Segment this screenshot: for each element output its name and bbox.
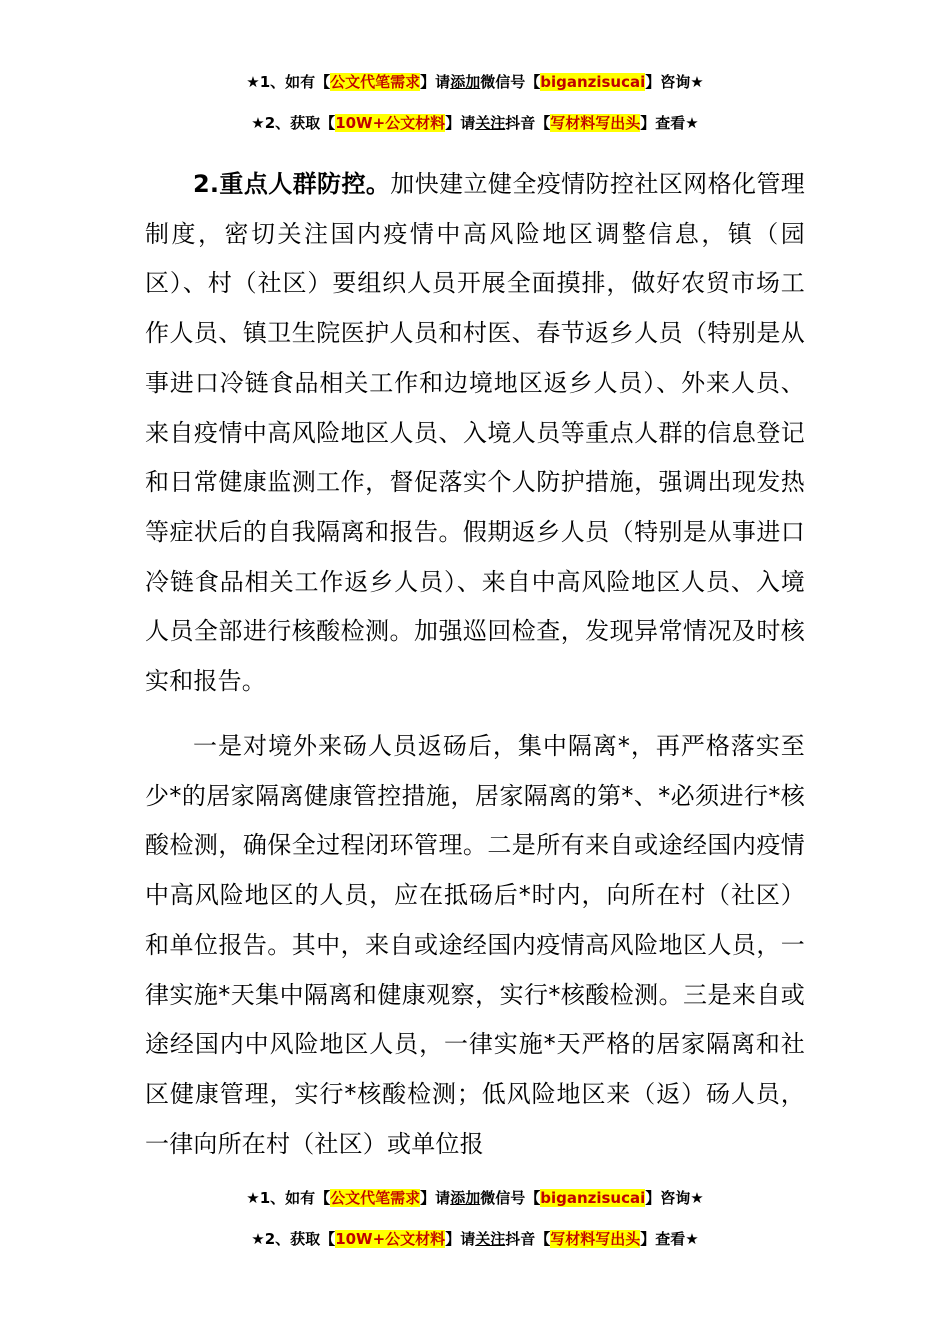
footer-notice-line-2 <box>0 1227 950 1251</box>
notice-text: 】请 <box>420 1189 451 1207</box>
notice-text: ★1、如有【 <box>246 1189 331 1207</box>
notice-text: 微信号【 <box>480 1189 541 1207</box>
notice-text: 】咨询★ <box>645 1189 704 1207</box>
underlined-word: 添加 <box>450 1189 481 1207</box>
footer-notice-line-1 <box>0 1186 950 1210</box>
highlight-douyin-account: 写材料写出头 <box>550 114 641 132</box>
notice-text: 】咨询★ <box>645 73 704 91</box>
paragraph-key-groups <box>145 160 805 707</box>
paragraph-heading: 2.重点人群防控。 <box>193 170 391 198</box>
highlight-materials: 10W+公文材料 <box>335 1230 446 1248</box>
paragraph-text: 加快建立健全疫情防控社区网格化管理制度，密切关注国内疫情中高风险地区调整信息，镇（园区）、村（社区）要组织人员开展全面摸排，做好农贸市场工作人员、镇卫生院医护人员和村医、春节返乡人员（特别是从事进口冷链食品相关工作和边境地区返乡人员）、外来人员、来自疫情中高风险地区人员、入境人员等重点人群的信息登记和日常健康监测工作，督促落实个人防护措施，强调出现发热等症状后的自我隔离和报告。假期返乡人员（特别是从事进口冷链食品相关工作返乡人员）、来自中高风险地区人员、入境人员全部进行核酸检测。加强巡回检查，发现异常情况及时核实和报告。 <box>145 170 805 696</box>
highlight-wechat-id: biganzisucai <box>540 1189 646 1207</box>
notice-text: ★2、获取【 <box>251 1230 336 1248</box>
underlined-word: 添加 <box>450 73 481 91</box>
notice-text: 】请 <box>445 1230 476 1248</box>
highlight-service: 公文代笔需求 <box>330 73 421 91</box>
notice-text: 】查看★ <box>640 114 699 132</box>
highlight-douyin-account: 写材料写出头 <box>550 1230 641 1248</box>
notice-text: 】请 <box>445 114 476 132</box>
notice-text: 】查看★ <box>640 1230 699 1248</box>
notice-text: 抖音【 <box>505 1230 551 1248</box>
notice-text: 微信号【 <box>480 73 541 91</box>
highlight-service: 公文代笔需求 <box>330 1189 421 1207</box>
highlight-materials: 10W+公文材料 <box>335 114 446 132</box>
header-notice-line-2 <box>0 111 950 135</box>
paragraph-measures <box>145 722 805 1169</box>
highlight-wechat-id: biganzisucai <box>540 73 646 91</box>
underlined-word: 关注 <box>475 1230 506 1248</box>
header-notice-line-1 <box>0 70 950 94</box>
notice-text: 抖音【 <box>505 114 551 132</box>
notice-text: ★2、获取【 <box>251 114 336 132</box>
notice-text: ★1、如有【 <box>246 73 331 91</box>
paragraph-text: 一是对境外来砀人员返砀后，集中隔离*，再严格落实至少*的居家隔离健康管控措施，居家隔离的第*、*必须进行*核酸检测，确保全过程闭环管理。二是所有来自或途经国内疫情中高风险地区的人员，应在抵砀后*时内，向所在村（社区）和单位报告。其中，来自或途经国内疫情高风险地区人员，一律实施*天集中隔离和健康观察，实行*核酸检测。三是来自或途经国内中风险地区人员，一律实施*天严格的居家隔离和社区健康管理，实行*核酸检测；低风险地区来（返）砀人员，一律向所在村（社区）或单位报 <box>145 732 805 1158</box>
notice-text: 】请 <box>420 73 451 91</box>
underlined-word: 关注 <box>475 114 506 132</box>
